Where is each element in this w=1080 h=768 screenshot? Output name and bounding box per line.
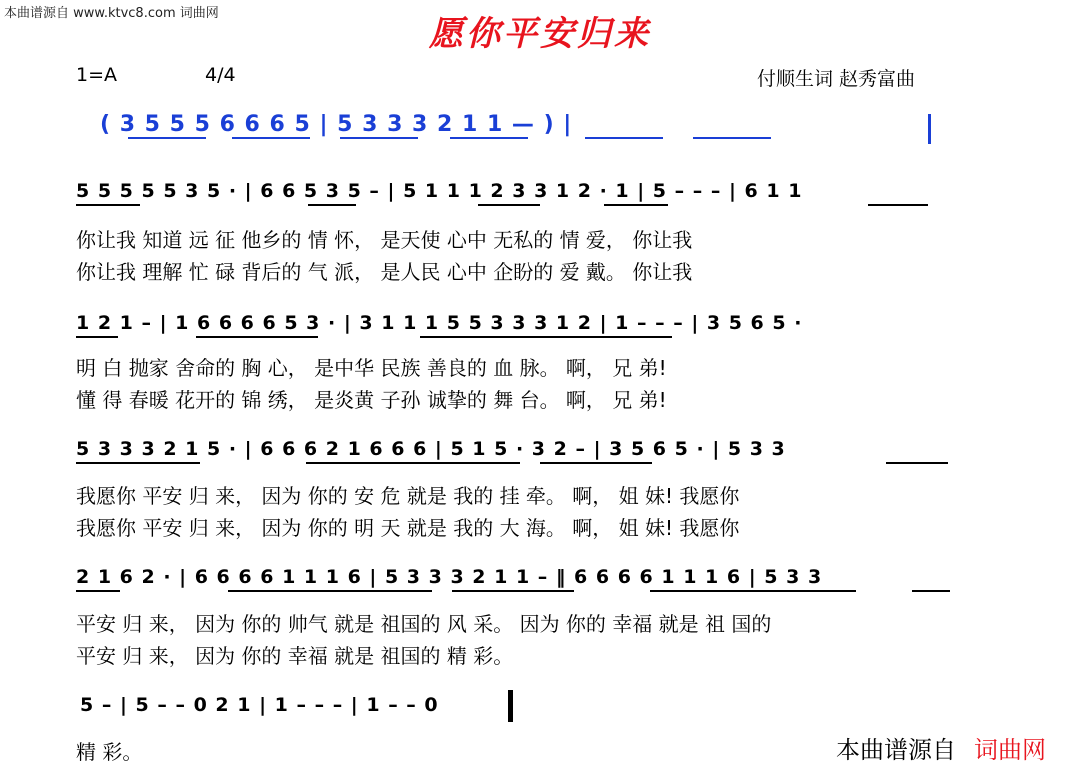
- beam: [604, 204, 668, 206]
- time-signature: 4/4: [205, 64, 236, 86]
- credits: 付顺生词 赵秀富曲: [757, 68, 916, 90]
- notes-row-4: 2 1 6 2 · | 6 6 6 6 1 1 1 6 | 5 3 3 3 2 1 1 – ‖ 6 6 6 6 1 1 1 6 | 5 3 3: [76, 566, 823, 588]
- beam: [886, 462, 948, 464]
- intro-beam: [450, 137, 528, 139]
- intro-beam: [693, 137, 771, 139]
- key-signature: 1=A: [76, 64, 118, 86]
- beam: [420, 336, 672, 338]
- beam: [76, 204, 140, 206]
- bottom-watermark-source: 本曲谱源自: [836, 736, 956, 764]
- notes-row-3: 5 3 3 3 2 1 5 · | 6 6 6 2 1 6 6 6 | 5 1 5 · 3 2 – | 3 5 6 5 · | 5 3 3: [76, 438, 786, 460]
- beam: [308, 204, 356, 206]
- beam: [306, 462, 520, 464]
- beam: [76, 462, 200, 464]
- bottom-watermark-site: 词曲网: [974, 736, 1046, 764]
- lyric-row-3-verse-1: 我愿你 平安 归 来， 因为 你的 安 危 就是 我的 挂 牵。 啊， 姐 妹! 我愿你: [76, 484, 740, 508]
- beam: [452, 590, 574, 592]
- lyric-row-2-verse-1: 明 白 抛家 舍命的 胸 心， 是中华 民族 善良的 血 脉。 啊， 兄 弟!: [76, 356, 667, 380]
- lyric-row-1-verse-1: 你让我 知道 远 征 他乡的 情 怀， 是天使 心中 无私的 情 爱， 你让我: [76, 228, 693, 252]
- lyric-row-5-verse-1: 精 彩。: [76, 740, 143, 764]
- notes-row-1: 5 5 5 5 5 3 5 · | 6 6 5 3 5 – | 5 1 1 1 2 3 3 1 2 · 1 | 5 – – – | 6 1 1: [76, 180, 803, 202]
- lyric-row-1-verse-2: 你让我 理解 忙 碌 背后的 气 派， 是人民 心中 企盼的 爱 戴。 你让我: [76, 260, 693, 284]
- intro-beam: [128, 137, 206, 139]
- beam: [228, 590, 432, 592]
- beam: [76, 590, 120, 592]
- beam: [196, 336, 318, 338]
- beam: [868, 204, 928, 206]
- beam: [650, 590, 856, 592]
- song-title: 愿你平安归来: [429, 14, 651, 54]
- top-watermark: 本曲谱源自 www.ktvc8.com 词曲网: [4, 6, 219, 21]
- intro-beam: [340, 137, 418, 139]
- intro-notes: ( 3 5 5 5 6 6 6 5 | 5 3 3 3 2 1 1 — ) |: [100, 112, 573, 137]
- final-barline: [508, 690, 513, 722]
- lyric-row-4-verse-2: 平安 归 来， 因为 你的 幸福 就是 祖国的 精 彩。: [76, 644, 514, 668]
- intro-beam: [585, 137, 663, 139]
- beam: [912, 590, 950, 592]
- lyric-row-4-verse-1: 平安 归 来， 因为 你的 帅气 就是 祖国的 风 采。 因为 你的 幸福 就是 祖 国的: [76, 612, 772, 636]
- intro-beam: [232, 137, 310, 139]
- intro-end-barline: [928, 114, 931, 144]
- beam: [76, 336, 118, 338]
- notes-row-5: 5 – | 5 – – 0 2 1 | 1 – – – | 1 – – 0: [80, 694, 439, 716]
- beam: [478, 204, 540, 206]
- beam: [540, 462, 652, 464]
- lyric-row-2-verse-2: 懂 得 春暖 花开的 锦 绣， 是炎黄 子孙 诚挚的 舞 台。 啊， 兄 弟!: [76, 388, 667, 412]
- notes-row-2: 1 2 1 – | 1 6 6 6 6 5 3 · | 3 1 1 1 5 5 3 3 3 1 2 | 1 – – – | 3 5 6 5 ·: [76, 312, 803, 334]
- lyric-row-3-verse-2: 我愿你 平安 归 来， 因为 你的 明 天 就是 我的 大 海。 啊， 姐 妹! 我愿你: [76, 516, 740, 540]
